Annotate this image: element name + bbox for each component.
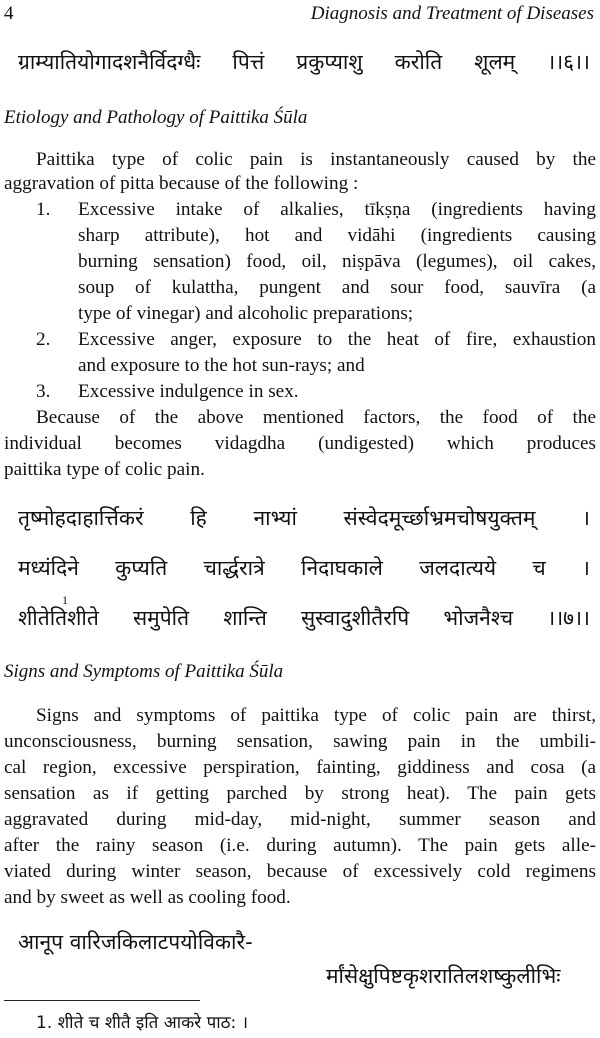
verse-line: मध्यंदिने कुप्यति चार्द्धरात्रे निदाघकाले जलदात्यये च । bbox=[18, 556, 590, 580]
verse-line: ग्राम्यातियोगादशनैर्विदग्धैः पित्तं प्रकुप्याशु करोति शूलम् ।।६।। bbox=[18, 50, 590, 74]
list-item-line: sharp attribute), hot and vidāhi (ingredients causing bbox=[78, 225, 596, 246]
page-number: 4 bbox=[4, 3, 14, 24]
verse-line: तृष्मोहदाहार्त्तिकरं हि नाभ्यां संस्वेदमूर्च्छाभ्रमचोषयुक्तम् । bbox=[18, 506, 590, 530]
paragraph-line: aggravation of pitta because of the following : bbox=[4, 173, 359, 194]
footnote-divider bbox=[4, 1000, 200, 1001]
verse-line: र्मांसेक्षुपिष्टकृशरातिलशष्कुलीभिः bbox=[326, 964, 561, 988]
paragraph-line: and by sweet as well as cooling food. bbox=[4, 887, 291, 908]
section-heading-etiology: Etiology and Pathology of Paittika Śūla bbox=[4, 107, 308, 128]
list-number: 2. bbox=[36, 329, 51, 350]
list-item-line: burning sensation) food, oil, niṣpāva (legumes), oil cakes, bbox=[78, 251, 596, 272]
verse-line: शीतेतिशीते समुपेति शान्ति सुस्वादुशीतैरपि भोजनैश्च ।।७।। bbox=[18, 606, 590, 630]
paragraph-line: unconsciousness, burning sensation, sawing pain in the umbili- bbox=[4, 731, 596, 752]
list-item-line: soup of kulattha, pungent and sour food, sauvīra (a bbox=[78, 277, 596, 298]
paragraph-line: Because of the above mentioned factors, the food of the bbox=[36, 407, 596, 428]
list-number: 1. bbox=[36, 199, 51, 220]
section-heading-symptoms: Signs and Symptoms of Paittika Śūla bbox=[4, 661, 284, 682]
list-item-line: type of vinegar) and alcoholic preparations; bbox=[78, 303, 414, 324]
verse-line: आनूप वारिजकिलाटपयोविकारै- bbox=[18, 930, 253, 954]
paragraph-line: Signs and symptoms of paittika type of colic pain are thirst, bbox=[36, 705, 596, 726]
paragraph-line: after the rainy season (i.e. during autumn). The pain gets alle- bbox=[4, 835, 596, 856]
paragraph-line: Paittika type of colic pain is instantaneously caused by the bbox=[36, 149, 596, 170]
paragraph-line: paittika type of colic pain. bbox=[4, 459, 205, 480]
paragraph-line: individual becomes vidagdha (undigested) which produces bbox=[4, 433, 596, 454]
list-item-line: and exposure to the hot sun-rays; and bbox=[78, 355, 365, 376]
list-number: 3. bbox=[36, 381, 51, 402]
footnote-marker: 1 bbox=[62, 593, 68, 607]
paragraph-line: cal region, excessive perspiration, fainting, giddiness and cosa (a bbox=[4, 757, 596, 778]
paragraph-line: sensation as if getting parched by strong heat). The pain gets bbox=[4, 783, 596, 804]
paragraph-line: aggravated during mid-day, mid-night, summer season and bbox=[4, 809, 596, 830]
footnote-text: 1. शीते च शीतै इति आकरे पाठ: । bbox=[36, 1013, 249, 1033]
running-title: Diagnosis and Treatment of Diseases bbox=[310, 3, 594, 24]
paragraph-line: viated during winter season, because of excessively cold regimens bbox=[4, 861, 596, 882]
list-item-line: Excessive anger, exposure to the heat of fire, exhaustion bbox=[78, 329, 596, 350]
list-item-line: Excessive indulgence in sex. bbox=[78, 381, 299, 402]
list-item-line: Excessive intake of alkalies, tīkṣṇa (ingredients having bbox=[78, 199, 596, 220]
